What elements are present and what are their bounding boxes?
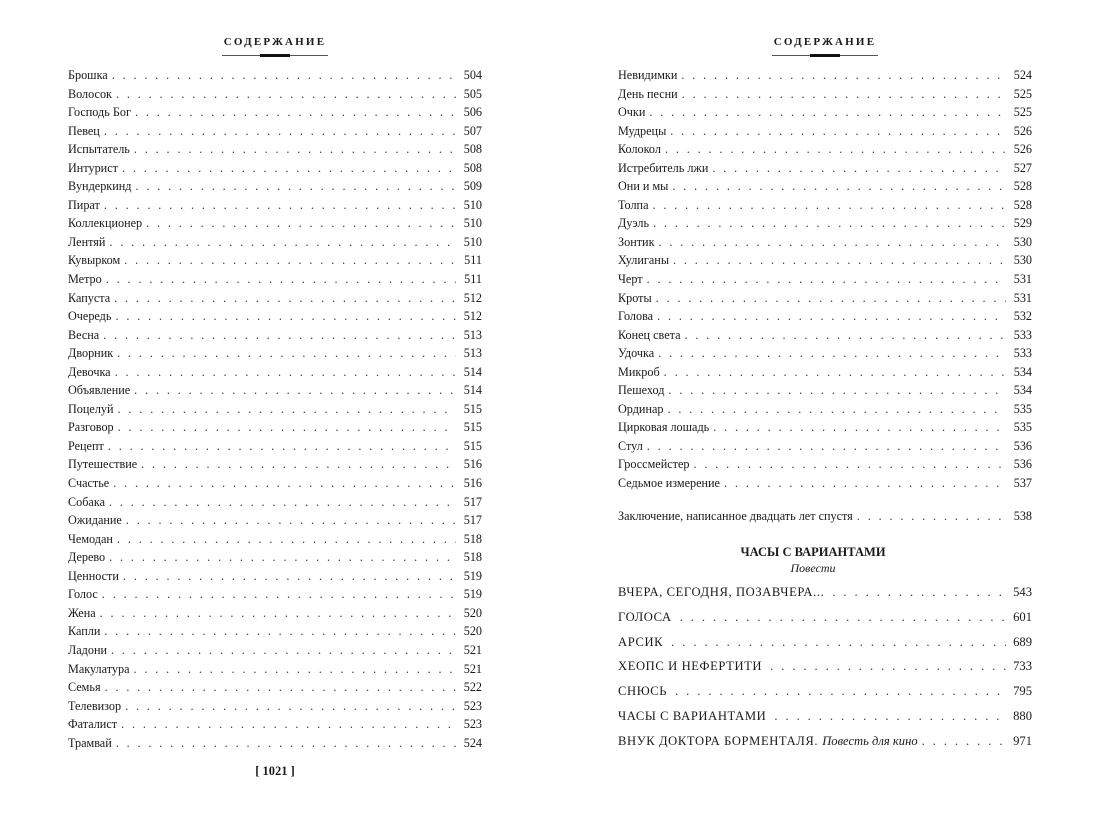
toc-entry-page: 515 [463, 401, 482, 416]
toc-entry-title: Дерево [68, 550, 106, 565]
toc-entry-page: 510 [463, 234, 482, 249]
toc-entry-title: Конец света [618, 327, 681, 342]
dot-leader [123, 567, 456, 586]
toc-entry-title: Телевизор [68, 698, 122, 713]
toc-entry-title: Метро [68, 272, 102, 287]
toc-entry[interactable] [618, 66, 1032, 85]
toc-entry[interactable] [68, 159, 482, 178]
toc-entry[interactable] [68, 660, 482, 679]
dot-leader [109, 548, 456, 567]
story-entry[interactable] [618, 580, 1032, 605]
page-number: [ 1021 ] [255, 764, 295, 778]
toc-entry-page: 531 [1013, 290, 1032, 305]
toc-entry[interactable] [68, 493, 482, 512]
story-entry[interactable] [618, 630, 1032, 655]
toc-entry[interactable] [68, 437, 482, 456]
toc-entry-page: 518 [463, 531, 482, 546]
toc-entry-title: Капуста [68, 290, 111, 305]
toc-entry[interactable] [68, 585, 482, 604]
toc-entry-title: Черт [618, 272, 643, 287]
toc-entry-title: Певец [68, 123, 100, 138]
dot-leader [117, 530, 456, 549]
dot-leader [105, 678, 456, 697]
dot-leader [115, 363, 456, 382]
toc-list-right [618, 66, 1032, 493]
toc-entry-title: Разговор [68, 420, 114, 435]
toc-entry[interactable] [618, 418, 1032, 437]
story-entry[interactable] [618, 704, 1032, 729]
dot-leader [122, 159, 456, 178]
dot-leader [857, 507, 1006, 526]
toc-entry-page: 516 [463, 457, 482, 472]
toc-entry-page: 535 [1013, 420, 1032, 435]
toc-conclusion [618, 507, 1032, 526]
toc-entry[interactable] [68, 715, 482, 734]
toc-entry-title: Колокол [618, 142, 661, 157]
story-page: 880 [1013, 708, 1032, 723]
toc-entry-page: 515 [463, 438, 482, 453]
toc-entry-page: 526 [1013, 142, 1032, 157]
dot-leader [141, 455, 456, 474]
head-rule [772, 55, 878, 56]
dot-leader [134, 140, 456, 159]
toc-entry[interactable] [68, 251, 482, 270]
dot-leader [111, 641, 456, 660]
dot-leader [647, 437, 1006, 456]
toc-entry-page: 512 [463, 290, 482, 305]
toc-entry-title: Кроты [618, 290, 652, 305]
toc-entry-page: 512 [463, 309, 482, 324]
toc-entry-page: 524 [463, 735, 482, 750]
toc-entry-title: Собака [68, 494, 105, 509]
toc-entry-title: Гроссмейстер [618, 457, 690, 472]
story-entry[interactable] [618, 679, 1032, 704]
toc-entry[interactable] [68, 177, 482, 196]
dot-leader [116, 734, 456, 753]
toc-entry-title: Интурист [68, 160, 118, 175]
toc-entry-page: 523 [463, 717, 482, 732]
toc-entry[interactable] [618, 437, 1032, 456]
story-page: 971 [1013, 733, 1032, 748]
toc-entry-title: Путешествие [68, 457, 138, 472]
toc-entry-page: 530 [1013, 253, 1032, 268]
toc-entry[interactable] [618, 307, 1032, 326]
toc-entry-page: 504 [463, 68, 482, 82]
toc-entry-page: 510 [463, 197, 482, 212]
dot-leader [125, 697, 456, 716]
toc-entry[interactable] [618, 214, 1032, 233]
section-title: ЧАСЫ С ВАРИАНТАМИ [740, 545, 886, 559]
toc-entry-page: 535 [1013, 401, 1032, 416]
toc-entry[interactable] [68, 455, 482, 474]
toc-entry-title: Хулиганы [618, 253, 670, 268]
dot-leader [118, 400, 456, 419]
toc-entry[interactable] [68, 381, 482, 400]
toc-entry[interactable] [68, 66, 482, 85]
toc-entry-title: Весна [68, 327, 100, 342]
toc-entry-page: 520 [463, 605, 482, 620]
dot-leader [673, 251, 1006, 270]
toc-entry-title: Голос [68, 587, 98, 602]
dot-leader [109, 233, 456, 252]
dot-leader [652, 196, 1006, 215]
toc-entry-page: 507 [463, 123, 482, 138]
toc-entry-title: Коллекционер [68, 216, 143, 231]
toc-entry-page: 519 [463, 587, 482, 602]
dot-leader [656, 289, 1006, 308]
toc-entry-page: 538 [1013, 509, 1032, 523]
toc-entry-page: 517 [463, 513, 482, 528]
toc-entry-page: 508 [463, 160, 482, 175]
dot-leader [659, 233, 1007, 252]
toc-entry-title: Рецепт [68, 438, 104, 453]
dot-leader [108, 437, 456, 456]
toc-entry-title: Фаталист [68, 717, 118, 732]
dot-leader [104, 122, 456, 141]
dot-leader [657, 307, 1006, 326]
toc-entry[interactable] [68, 122, 482, 141]
toc-entry-title: Дуэль [618, 216, 650, 231]
right-page [550, 0, 1100, 825]
toc-entry-title: Ординар [618, 401, 664, 416]
dot-leader [681, 66, 1006, 85]
dot-leader [104, 196, 456, 215]
toc-entry[interactable] [68, 474, 482, 493]
story-page: 601 [1013, 609, 1032, 624]
toc-entry-title: Капли [68, 624, 101, 639]
running-head: СОДЕРЖАНИЕ [773, 36, 877, 48]
toc-entry-title: Лентяй [68, 234, 106, 249]
toc-entry-page: 511 [464, 272, 482, 287]
toc-entry[interactable] [68, 307, 482, 326]
dot-leader [112, 66, 456, 85]
toc-entry-title: Семья [68, 680, 101, 695]
toc-entry-title: Ожидание [68, 513, 122, 528]
toc-entry-page: 521 [463, 642, 482, 657]
toc-entry[interactable] [618, 381, 1032, 400]
toc-entry-title: Счастье [68, 476, 110, 491]
dot-leader [103, 326, 456, 345]
toc-entry[interactable] [618, 344, 1032, 363]
toc-entry-title: Поцелуй [68, 401, 114, 416]
toc-entry-title: Ладони [68, 642, 108, 657]
dot-leader [104, 622, 456, 641]
dot-leader [668, 381, 1006, 400]
toc-entry-page: 531 [1013, 272, 1032, 287]
dot-leader [649, 103, 1006, 122]
toc-entry-title: Седьмое измерение [618, 476, 720, 491]
toc-entry[interactable] [618, 103, 1032, 122]
story-title: ГОЛОСА [618, 609, 672, 624]
dot-leader [121, 715, 456, 734]
toc-entry-title: Кувырком [68, 253, 121, 268]
toc-entry-title: Брошка [68, 68, 108, 82]
toc-entry[interactable] [618, 474, 1032, 493]
running-head: СОДЕРЖАНИЕ [223, 36, 327, 48]
toc-entry-title: Пешеход [618, 383, 665, 398]
toc-entry-page: 510 [463, 216, 482, 231]
toc-entry-title: Они и мы [618, 179, 669, 194]
toc-entry-title: Стул [618, 438, 643, 453]
story-list [618, 580, 1032, 754]
story-entry[interactable] [618, 605, 1032, 630]
toc-entry[interactable] [68, 214, 482, 233]
story-title: СНЮСЬ [618, 684, 668, 699]
dot-leader [672, 177, 1006, 196]
toc-entry[interactable] [618, 233, 1032, 252]
toc-entry[interactable] [68, 567, 482, 586]
toc-entry[interactable] [68, 622, 482, 641]
toc-entry-page: 527 [1013, 160, 1032, 175]
toc-entry-title: Господь Бог [68, 105, 131, 120]
dot-leader [647, 270, 1006, 289]
dot-leader [774, 704, 1006, 729]
toc-entry[interactable] [68, 344, 482, 363]
dot-leader [712, 159, 1006, 178]
toc-entry-page: 526 [1013, 123, 1032, 138]
story-title: АРСИК [618, 634, 664, 649]
dot-leader [134, 660, 457, 679]
toc-entry[interactable] [618, 159, 1032, 178]
toc-entry-title: Волосок [68, 86, 112, 101]
dot-leader [106, 270, 456, 289]
story-title: ЧАСЫ С ВАРИАНТАМИ [618, 708, 767, 723]
dot-leader [665, 140, 1006, 159]
toc-entry-title: Очередь [68, 309, 112, 324]
head-rule [222, 55, 328, 56]
story-title: ВНУК ДОКТОРА БОРМЕНТАЛЯ. [618, 733, 819, 748]
toc-entry-title: Испытатель [68, 142, 130, 157]
toc-entry-page: 536 [1013, 438, 1032, 453]
toc-entry[interactable] [618, 270, 1032, 289]
dot-leader [671, 630, 1006, 655]
dot-leader [693, 455, 1006, 474]
toc-entry[interactable] [68, 604, 482, 623]
story-title: ВЧЕРА, СЕГОДНЯ, ПОЗАВЧЕРА... [618, 585, 825, 599]
toc-entry-page: 537 [1013, 476, 1032, 491]
story-page: 689 [1013, 634, 1032, 649]
toc-entry-page: 523 [463, 698, 482, 713]
toc-entry[interactable] [618, 363, 1032, 382]
toc-entry-title: Вундеркинд [68, 179, 132, 194]
toc-entry[interactable] [618, 289, 1032, 308]
toc-entry-page: 513 [463, 327, 482, 342]
toc-entry-title: День песни [618, 86, 678, 101]
dot-leader [102, 585, 456, 604]
toc-entry[interactable] [618, 196, 1032, 215]
toc-entry-page: 514 [463, 383, 482, 398]
dot-leader [922, 729, 1006, 754]
toc-entry-title: Девочка [68, 364, 111, 379]
toc-entry-page: 511 [464, 253, 482, 268]
toc-entry[interactable] [68, 400, 482, 419]
toc-entry-page: 533 [1013, 327, 1032, 342]
dot-leader [670, 122, 1006, 141]
toc-entry-page: 514 [463, 364, 482, 379]
dot-leader [146, 214, 456, 233]
toc-entry-page: 506 [463, 105, 482, 120]
toc-entry-title: Мудрецы [618, 123, 667, 138]
toc-entry-title: Объявление [68, 383, 131, 398]
dot-leader [115, 307, 456, 326]
toc-entry[interactable] [68, 734, 482, 753]
dot-leader [664, 363, 1006, 382]
toc-entry-page: 508 [463, 142, 482, 157]
toc-entry-page: 517 [463, 494, 482, 509]
toc-entry-title: Удочка [618, 346, 655, 361]
toc-entry[interactable] [618, 140, 1032, 159]
dot-leader [724, 474, 1006, 493]
toc-entry[interactable] [68, 363, 482, 382]
dot-leader [682, 85, 1006, 104]
toc-entry-page: 509 [463, 179, 482, 194]
dot-leader [713, 418, 1006, 437]
toc-list-left [68, 66, 482, 752]
toc-entry-title: Очки [618, 105, 646, 120]
toc-entry[interactable] [618, 507, 1032, 526]
toc-entry[interactable] [68, 511, 482, 530]
toc-entry[interactable] [68, 678, 482, 697]
toc-entry-title: Трамвай [68, 735, 112, 750]
dot-leader [653, 214, 1006, 233]
toc-entry[interactable] [618, 400, 1032, 419]
toc-entry[interactable] [618, 326, 1032, 345]
dot-leader [134, 381, 456, 400]
toc-entry-page: 513 [463, 346, 482, 361]
toc-entry[interactable] [618, 251, 1032, 270]
toc-entry-page: 532 [1013, 309, 1032, 324]
story-entry[interactable] [618, 654, 1032, 679]
toc-entry-title: Жена [68, 605, 96, 620]
dot-leader [109, 493, 456, 512]
toc-entry-page: 520 [463, 624, 482, 639]
toc-entry-page: 528 [1013, 197, 1032, 212]
dot-leader [126, 511, 456, 530]
toc-entry-page: 530 [1013, 234, 1032, 249]
dot-leader [135, 177, 456, 196]
dot-leader [114, 289, 456, 308]
dot-leader [832, 580, 1006, 605]
toc-entry-title: Макулатура [68, 661, 130, 676]
toc-entry-page: 516 [463, 476, 482, 491]
toc-entry-page: 525 [1013, 86, 1032, 101]
toc-entry-page: 518 [463, 550, 482, 565]
dot-leader [100, 604, 456, 623]
toc-entry-page: 525 [1013, 105, 1032, 120]
dot-leader [116, 85, 456, 104]
toc-entry[interactable] [68, 140, 482, 159]
toc-entry[interactable] [68, 289, 482, 308]
dot-leader [770, 654, 1006, 679]
story-page: 543 [1013, 585, 1032, 599]
toc-entry-page: 519 [463, 568, 482, 583]
toc-entry-title: Зонтик [618, 234, 655, 249]
toc-entry[interactable] [68, 418, 482, 437]
dot-leader [675, 679, 1006, 704]
dot-leader [658, 344, 1006, 363]
dot-leader [118, 418, 456, 437]
toc-entry[interactable] [68, 530, 482, 549]
toc-entry-page: 528 [1013, 179, 1032, 194]
toc-entry-page: 529 [1013, 216, 1032, 231]
toc-entry[interactable] [618, 177, 1032, 196]
story-note: Повесть для кино [822, 733, 918, 748]
toc-entry-title: Микроб [618, 364, 660, 379]
story-entry[interactable] [618, 729, 1032, 754]
toc-entry-title: Толпа [618, 197, 649, 212]
toc-entry-title: Истребитель лжи [618, 160, 709, 175]
dot-leader [685, 326, 1006, 345]
toc-entry-title: Невидимки [618, 68, 678, 82]
toc-entry-title: Чемодан [68, 531, 113, 546]
toc-entry-page: 522 [463, 680, 482, 695]
toc-entry-title: Дворник [68, 346, 114, 361]
toc-entry[interactable] [618, 122, 1032, 141]
toc-entry-title: Пират [68, 197, 100, 212]
dot-leader [135, 103, 456, 122]
toc-entry[interactable] [68, 548, 482, 567]
dot-leader [117, 344, 456, 363]
toc-entry[interactable] [68, 233, 482, 252]
dot-leader [124, 251, 456, 270]
toc-entry[interactable] [618, 85, 1032, 104]
toc-entry[interactable] [68, 697, 482, 716]
toc-entry-title: Цирковая лошадь [618, 420, 710, 435]
toc-entry[interactable] [68, 85, 482, 104]
toc-entry-title: Заключение, написанное двадцать лет спустя [618, 509, 853, 523]
toc-entry-page: 524 [1013, 68, 1032, 82]
toc-entry[interactable] [68, 641, 482, 660]
toc-entry-page: 534 [1013, 383, 1032, 398]
toc-entry-page: 533 [1013, 346, 1032, 361]
story-page: 795 [1013, 684, 1032, 699]
toc-entry-page: 505 [463, 86, 482, 101]
story-page: 733 [1013, 659, 1032, 674]
story-title: ХЕОПС И НЕФЕРТИТИ [618, 659, 763, 674]
section-subtitle: Повести [790, 561, 836, 575]
toc-entry-page: 534 [1013, 364, 1032, 379]
toc-entry[interactable] [68, 326, 482, 345]
toc-entry-page: 515 [463, 420, 482, 435]
toc-entry-title: Голова [618, 309, 654, 324]
toc-entry-page: 521 [463, 661, 482, 676]
dot-leader [667, 400, 1006, 419]
toc-entry[interactable] [68, 103, 482, 122]
dot-leader [680, 605, 1006, 630]
toc-entry-title: Ценности [68, 568, 119, 583]
toc-entry[interactable] [618, 455, 1032, 474]
toc-entry-page: 536 [1013, 457, 1032, 472]
toc-entry[interactable] [68, 270, 482, 289]
toc-entry[interactable] [68, 196, 482, 215]
dot-leader [113, 474, 456, 493]
